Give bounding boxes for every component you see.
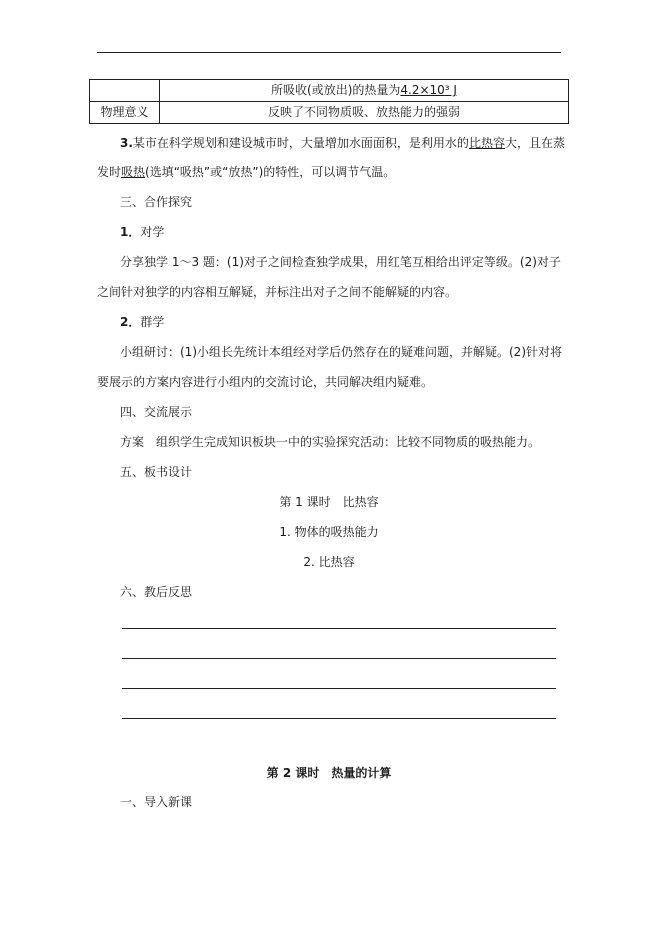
item3-line2-b: (选填“吸热”或“放热”)的特性，可以调节气温。 xyxy=(145,165,396,179)
sub2-number: 2． xyxy=(120,315,141,329)
item3-number: 3. xyxy=(120,136,133,150)
reflection-line xyxy=(122,628,556,629)
item3-text-a: 某市在科学规划和建设城市时，大量增加水面面积，是利用水的 xyxy=(132,136,469,150)
header-rule xyxy=(97,52,561,53)
item3-line1 xyxy=(120,134,590,152)
table-cell-empty xyxy=(90,80,160,102)
section3-heading: 三、合作探究 xyxy=(120,195,193,209)
reflection-line xyxy=(122,688,556,689)
sub1-line2: 之间针对独学的内容相互解疑，并标注出对子之间不能解疑的内容。 xyxy=(97,285,458,299)
table-cell-meaning: 反映了不同物质吸、放热能力的强弱 xyxy=(160,102,569,124)
heat-value: 4.2×10³ J xyxy=(400,83,457,97)
item3-text-b: 大，且在蒸 xyxy=(504,136,565,150)
section4-heading: 四、交流展示 xyxy=(120,405,193,419)
reflection-line xyxy=(122,718,556,719)
section5-heading: 五、板书设计 xyxy=(120,465,193,479)
sub2-line2: 要展示的方案内容进行小组内的交流讨论，共同解决组内疑难。 xyxy=(97,375,434,389)
table-row xyxy=(90,102,569,124)
table-cell-label: 物理意义 xyxy=(90,102,160,124)
sub1-heading xyxy=(120,223,590,241)
lesson2-section1: 一、导入新课 xyxy=(120,795,193,809)
sub1-title: 对学 xyxy=(140,225,165,239)
item3-line2 xyxy=(97,163,567,181)
board-item-1: 1. 物体的吸热能力 xyxy=(279,525,379,539)
section6-heading: 六、教后反思 xyxy=(120,585,193,599)
table-row xyxy=(90,80,569,102)
sub2-heading xyxy=(120,313,590,331)
board-item-2: 2. 比热容 xyxy=(303,555,355,569)
concept-table xyxy=(89,79,569,124)
heat-prefix: 所吸收(或放出)的热量为 xyxy=(271,83,401,97)
item3-line2-a: 发时 xyxy=(97,165,122,179)
board-title: 第 1 课时 比热容 xyxy=(279,495,379,509)
reflection-line xyxy=(122,658,556,659)
sub1-line1: 分享独学 1～3 题：(1)对子之间检查独学成果，用红笔互相给出评定等级。(2)对子 xyxy=(120,255,561,269)
section4-line: 方案 组织学生完成知识板块一中的实验探究活动：比较不同物质的吸热能力。 xyxy=(120,435,541,449)
sub1-number: 1． xyxy=(120,225,141,239)
table-cell-heat xyxy=(160,80,569,102)
sub2-line1: 小组研讨：(1)小组长先统计本组经对学后仍然存在的疑难问题，并解疑。(2)针对将 xyxy=(120,345,562,359)
sub2-title: 群学 xyxy=(140,315,165,329)
item3-blank1: 比热容 xyxy=(468,136,505,150)
lesson2-title: 第 2 课时 热量的计算 xyxy=(266,766,392,780)
item3-blank2: 吸热 xyxy=(121,165,146,179)
